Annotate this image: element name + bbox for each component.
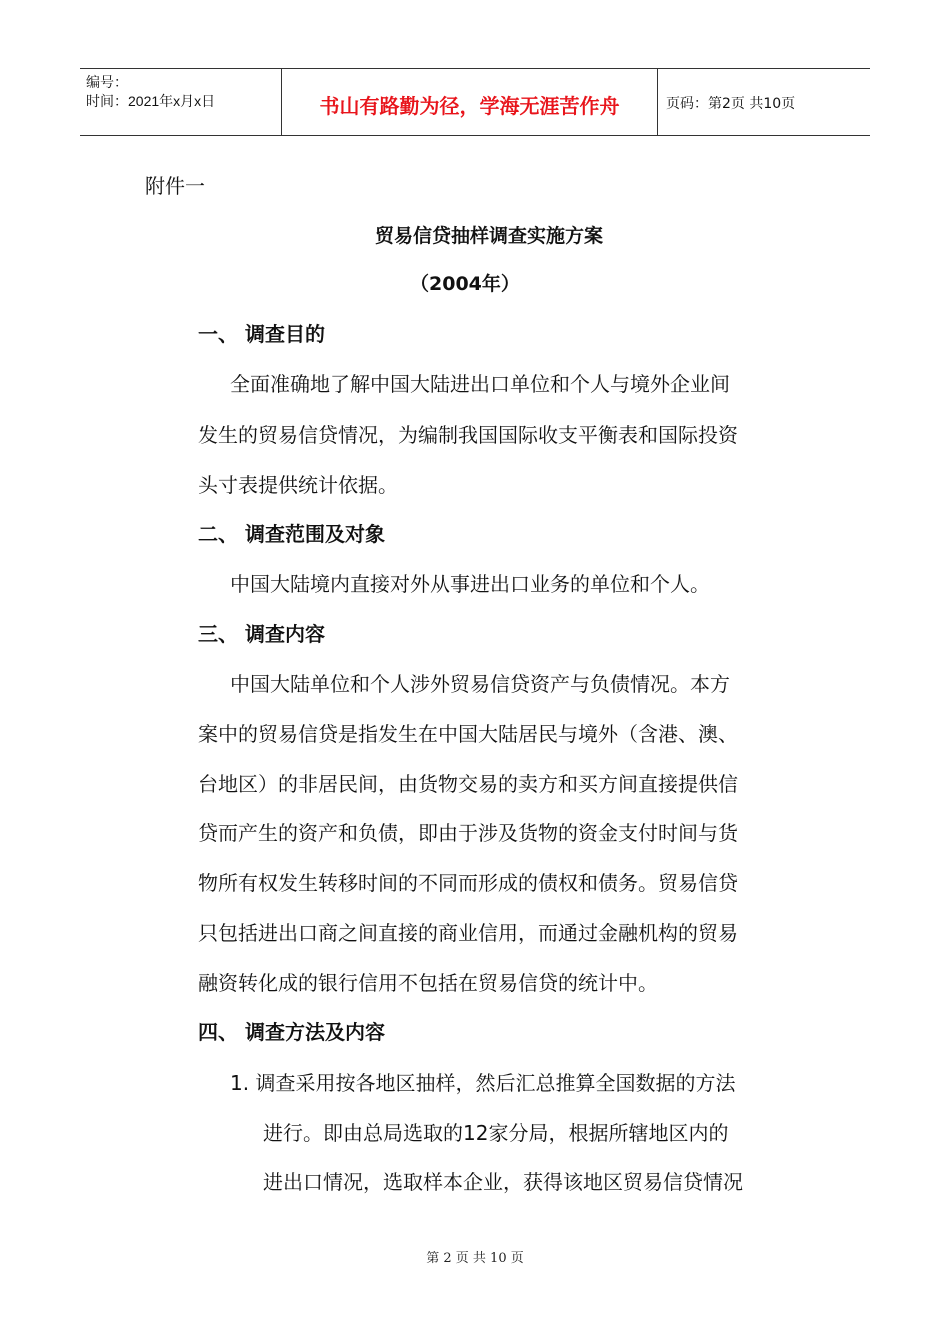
time-label: 时间：2021年x月x日 — [86, 93, 216, 109]
paragraph-line: 台地区）的非居民间，由货物交易的卖方和买方间直接提供信 — [198, 772, 738, 796]
section-heading: 二、 调查范围及对象 — [198, 522, 385, 546]
header-meta — [80, 69, 282, 135]
paragraph-line: 融资转化成的银行信用不包括在贸易信贷的统计中。 — [198, 971, 658, 995]
paragraph-line: 全面准确地了解中国大陆进出口单位和个人与境外企业间 — [230, 372, 730, 396]
header-motto: 书山有路勤为径，学海无涯苦作舟 — [282, 69, 658, 135]
section-heading: 四、 调查方法及内容 — [198, 1020, 385, 1044]
paragraph-line: 中国大陆境内直接对外从事进出口业务的单位和个人。 — [230, 572, 710, 596]
page-footer: 第 2 页 共 10 页 — [426, 1251, 524, 1266]
paragraph-line: 案中的贸易信贷是指发生在中国大陆居民与境外（含港、澳、 — [198, 722, 738, 746]
attachment-label: 附件一 — [145, 174, 205, 198]
section-heading: 一、 调查目的 — [198, 322, 325, 346]
section-heading: 三、 调查内容 — [198, 622, 325, 646]
paragraph-line: 只包括进出口商之间直接的商业信用，而通过金融机构的贸易 — [198, 921, 738, 945]
paragraph-line: 物所有权发生转移时间的不同而形成的债权和债务。贸易信贷 — [198, 871, 738, 895]
document-title: 贸易信贷抽样调查实施方案 — [375, 225, 604, 247]
paragraph-line: 贷而产生的资产和负债，即由于涉及货物的资金支付时间与货 — [198, 821, 738, 845]
paragraph-line: 头寸表提供统计依据。 — [198, 473, 398, 497]
paragraph-line: 中国大陆单位和个人涉外贸易信贷资产与负债情况。本方 — [230, 672, 730, 696]
list-item: 1. 调查采用按各地区抽样，然后汇总推算全国数据的方法 — [230, 1071, 736, 1095]
page-header — [80, 68, 870, 136]
document-year: （2004年） — [410, 273, 520, 295]
list-item-continuation: 进出口情况，选取样本企业，获得该地区贸易信贷情况 — [263, 1170, 743, 1194]
number-label: 编号： — [86, 74, 128, 90]
list-item-continuation: 进行。即由总局选取的12家分局，根据所辖地区内的 — [263, 1121, 729, 1145]
header-page-info: 页码：第2页 共10页 — [666, 96, 796, 112]
paragraph-line: 发生的贸易信贷情况，为编制我国国际收支平衡表和国际投资 — [198, 423, 738, 447]
